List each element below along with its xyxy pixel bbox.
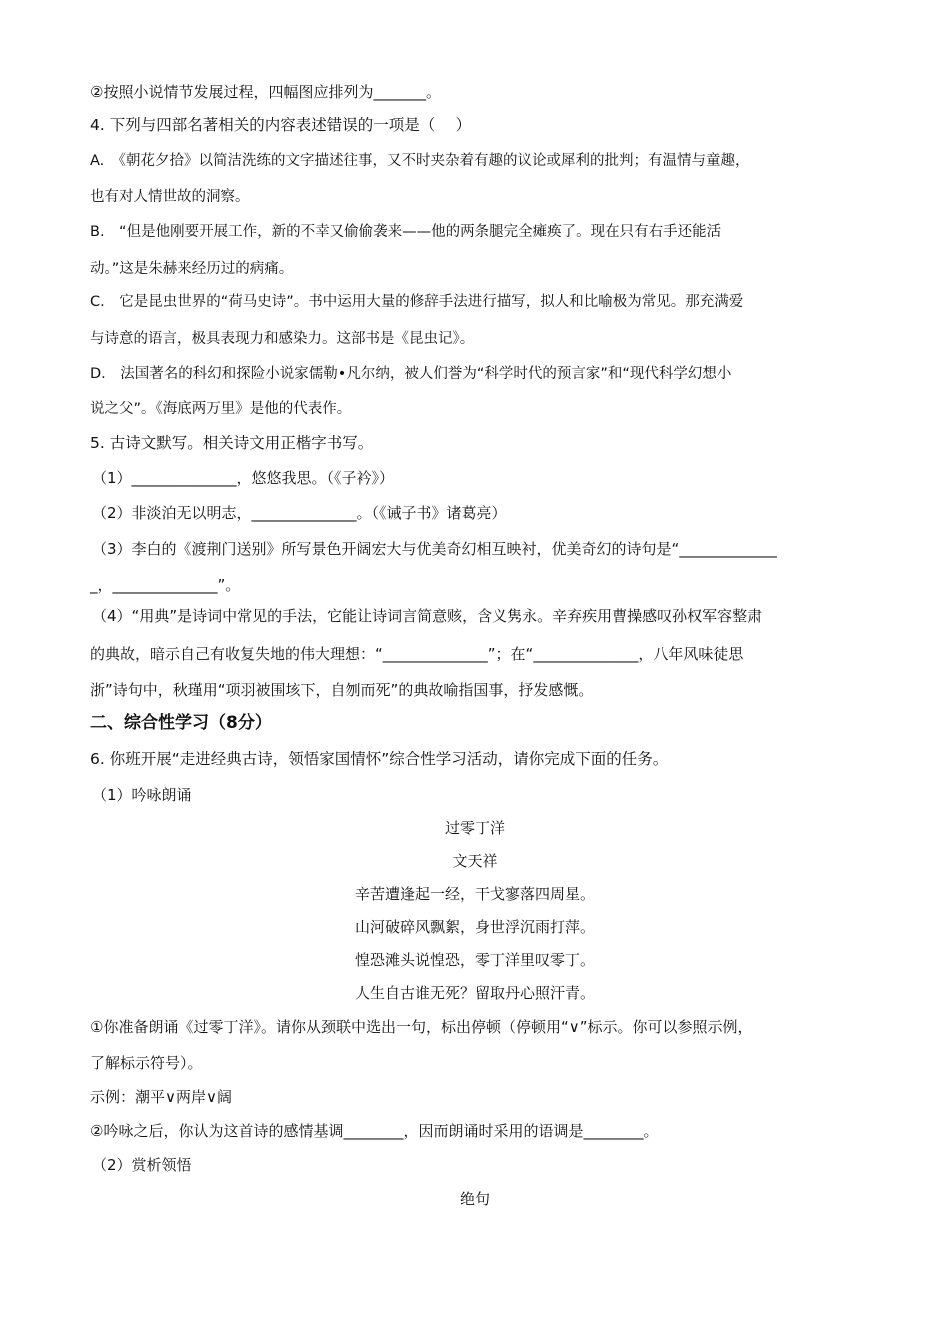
q4-option-c: C. 它是昆虫世界的“荷马史诗”。书中运用大量的修辞手法进行描写，拟人和比喻极为常见。那充满爱 xyxy=(90,294,744,310)
section-heading: 二、综合性学习（8分） xyxy=(90,713,272,733)
poem-line-1: 辛苦遭逢起一经，干戈寥落四周星。 xyxy=(354,885,595,903)
q4-option-a-cont: 也有对人情世故的洞察。 xyxy=(90,189,250,205)
q4-option-d-cont: 说之父”。《海底两万里》是他的代表作。 xyxy=(90,401,352,417)
poem-title: 过零丁洋 xyxy=(444,819,505,837)
poem2-title: 绝句 xyxy=(459,1190,490,1208)
q4-option-d: D. 法国著名的科幻和探险小说家儒勒•凡尔纳，被人们誉为“科学时代的预言家”和“现代科学幻想小 xyxy=(90,366,732,382)
q4-option-a: A. 《朝花夕拾》以简洁洗练的文字描述往事，又不时夹杂着有趣的议论或犀利的批判；有温情与童趣， xyxy=(90,153,750,169)
q6-sub1-task1-cont: 了解标示符号）。 xyxy=(90,1054,203,1072)
q5-sub3-cont: _，______________”。 xyxy=(90,576,241,594)
poem-author: 文天祥 xyxy=(452,852,498,870)
q3-sub2-line: ②按照小说情节发展过程，四幅图应排列为_______。 xyxy=(90,83,441,101)
q5-sub2: （2）非淡泊无以明志，______________。（《诫子书》诸葛亮） xyxy=(92,504,507,522)
q6-sub2-title: （2）赏析领悟 xyxy=(92,1156,192,1174)
q6-sub1-title: （1）吟咏朗诵 xyxy=(92,786,192,804)
q4-option-b-cont: 动。”这是朱赫来经历过的病痛。 xyxy=(90,261,294,277)
q6-sub1-task2: ②吟咏之后，你认为这首诗的感情基调________，因而朗诵时采用的语调是________。 xyxy=(90,1122,659,1140)
q4-option-c-cont: 与诗意的语言，极具表现力和感染力。这部书是《昆虫记》。 xyxy=(90,331,475,347)
q4-option-b: B. “但是他刚要开展工作，新的不幸又偷偷袭来——他的两条腿完全瘫痪了。现在只有右手还能活 xyxy=(90,224,722,240)
q5-stem: 5. 古诗文默写。相关诗文用正楷字书写。 xyxy=(90,434,374,452)
q6-stem: 6. 你班开展“走进经典古诗，领悟家国情怀”综合性学习活动，请你完成下面的任务。 xyxy=(90,750,669,768)
q5-sub4-cont1: 的典故，暗示自己有收复失地的伟大理想：“______________”；在“______________，八年风味徒思 xyxy=(90,645,744,663)
poem-line-3: 惶恐滩头说惶恐，零丁洋里叹零丁。 xyxy=(354,951,595,969)
q6-example: 示例：潮平∨两岸∨阔 xyxy=(90,1088,232,1106)
poem-line-4: 人生自古谁无死？留取丹心照汗青。 xyxy=(354,984,595,1002)
q6-sub1-task1: ①你准备朗诵《过零丁洋》。请你从颈联中选出一句，标出停顿（停顿用“∨”标示。你可以参照示例， xyxy=(90,1018,753,1036)
poem-line-2: 山河破碎风飘絮，身世浮沉雨打萍。 xyxy=(354,918,595,936)
q5-sub1: （1）______________，悠悠我思。（《子衿》） xyxy=(92,469,395,487)
q5-sub4-cont2: 浙”诗句中，秋瑾用“项羽被围垓下，自刎而死”的典故喻指国事，抒发感慨。 xyxy=(90,681,594,699)
q5-sub3: （3）李白的《渡荆门送别》所写景色开阔宏大与优美奇幻相互映衬，优美奇幻的诗句是“_____________ xyxy=(92,540,777,558)
q5-sub4: （4）“用典”是诗词中常见的手法，它能让诗词言简意赅，含义隽永。辛弃疾用曹操感叹孙权军容整肃 xyxy=(92,607,763,625)
q4-stem: 4. 下列与四部名著相关的内容表述错误的一项是（ ） xyxy=(90,116,472,134)
